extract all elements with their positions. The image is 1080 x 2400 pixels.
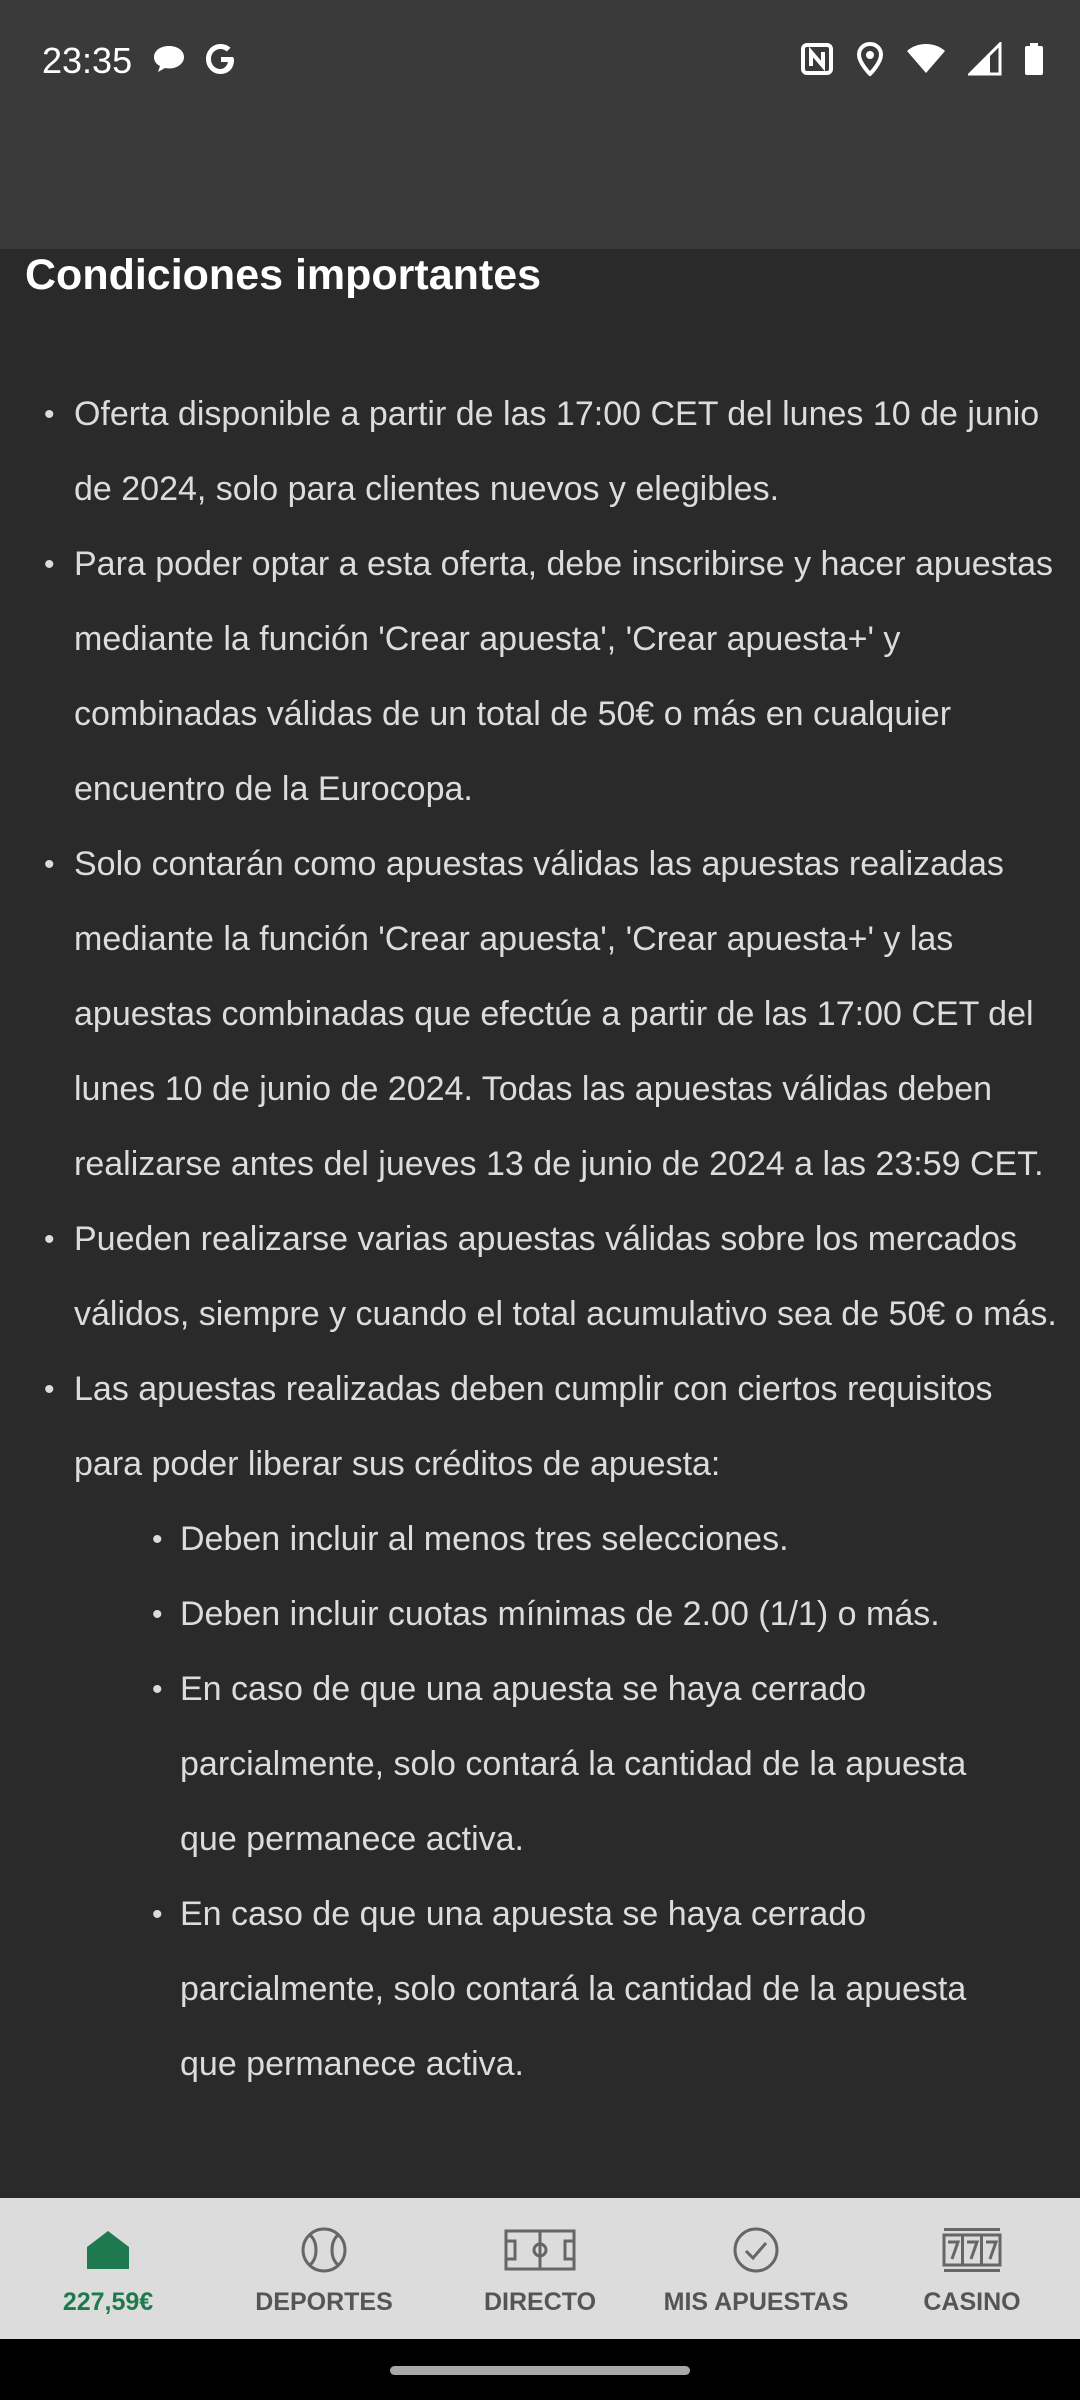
requirement-item: • En caso de que una apuesta se haya cerrado parcialmente, solo contará la cantidad de la apuesta que permanece activa. — [74, 1652, 1060, 1877]
nav-casino[interactable] — [864, 2198, 1080, 2339]
bottom-navigation — [0, 2198, 1080, 2339]
condition-item — [0, 1202, 1080, 1352]
location-icon — [856, 42, 884, 76]
status-system-icons — [800, 42, 1044, 76]
home-icon — [85, 2229, 131, 2271]
condition-item — [0, 377, 1080, 527]
conditions-list — [0, 377, 1080, 2102]
wifi-icon — [906, 43, 946, 75]
condition-item — [0, 827, 1080, 1202]
app-header-bar — [0, 126, 1080, 249]
nav-directo[interactable] — [432, 2198, 648, 2339]
battery-icon — [1024, 42, 1044, 76]
signal-icon — [968, 42, 1002, 76]
home-gesture-handle[interactable] — [390, 2366, 690, 2375]
nfc-icon — [800, 42, 834, 76]
requirement-item: • En caso de que una apuesta se haya cerrado parcialmente, solo contará la cantidad de la apuesta que permanece activa. — [74, 1877, 1060, 2102]
google-icon — [204, 42, 238, 76]
status-bar — [0, 0, 1080, 126]
nav-balance-label: 227,59€ — [62, 2288, 154, 2316]
page-title: Condiciones importantes — [25, 251, 542, 299]
condition-text: Pueden realizarse varias apuestas válidas sobre los mercados válidos, siempre y cuando el total acumulativo sea de 50€ o más. — [74, 1220, 1057, 1333]
slot-machine-icon — [941, 2225, 1003, 2275]
condition-text: Las apuestas realizadas deben cumplir con ciertos requisitos para poder liberar sus créditos de apuesta: — [74, 1370, 993, 1483]
live-pitch-icon — [504, 2229, 576, 2271]
nav-label: MIS APUESTAS — [663, 2288, 849, 2316]
chat-bubble-icon — [152, 44, 186, 74]
requirements-sublist — [74, 1502, 1060, 2102]
terms-content — [0, 249, 1080, 2199]
status-notification-icons — [152, 42, 238, 76]
nav-deportes[interactable] — [216, 2198, 432, 2339]
check-circle-icon — [732, 2226, 780, 2274]
condition-text: Para poder optar a esta oferta, debe inscribirse y hacer apuestas mediante la función 'Crear apuesta', 'Crear apuesta+' y combinadas válidas de un total de 50€ o más en cualquier encuentro de la Eurocopa. — [74, 545, 1054, 808]
sports-ball-icon — [300, 2226, 348, 2274]
nav-label: DEPORTES — [255, 2288, 393, 2316]
system-gesture-bar — [0, 2339, 1080, 2400]
requirement-item: • Deben incluir al menos tres selecciones. — [74, 1502, 1060, 1577]
condition-text: Oferta disponible a partir de las 17:00 CET del lunes 10 de junio de 2024, solo para clientes nuevos y elegibles. — [74, 395, 1040, 508]
condition-item — [0, 527, 1080, 827]
requirement-item: • Deben incluir cuotas mínimas de 2.00 (1/1) o más. — [74, 1577, 1060, 1652]
status-time: 23:35 — [42, 40, 133, 81]
condition-text: Solo contarán como apuestas válidas las apuestas realizadas mediante la función 'Crear apuesta', 'Crear apuesta+' y las apuestas combinadas que efectúe a partir de las 17:00 CET del lunes 10 de junio de 2024. Todas las apuestas válidas deben realizarse antes del jueves 13 de junio de 2024 a las 23:59 CET. — [74, 845, 1044, 1183]
nav-mis-apuestas[interactable] — [648, 2198, 864, 2339]
condition-item — [0, 1352, 1080, 2102]
nav-home[interactable] — [0, 2198, 216, 2339]
nav-label: CASINO — [923, 2288, 1021, 2316]
nav-label: DIRECTO — [483, 2288, 597, 2316]
